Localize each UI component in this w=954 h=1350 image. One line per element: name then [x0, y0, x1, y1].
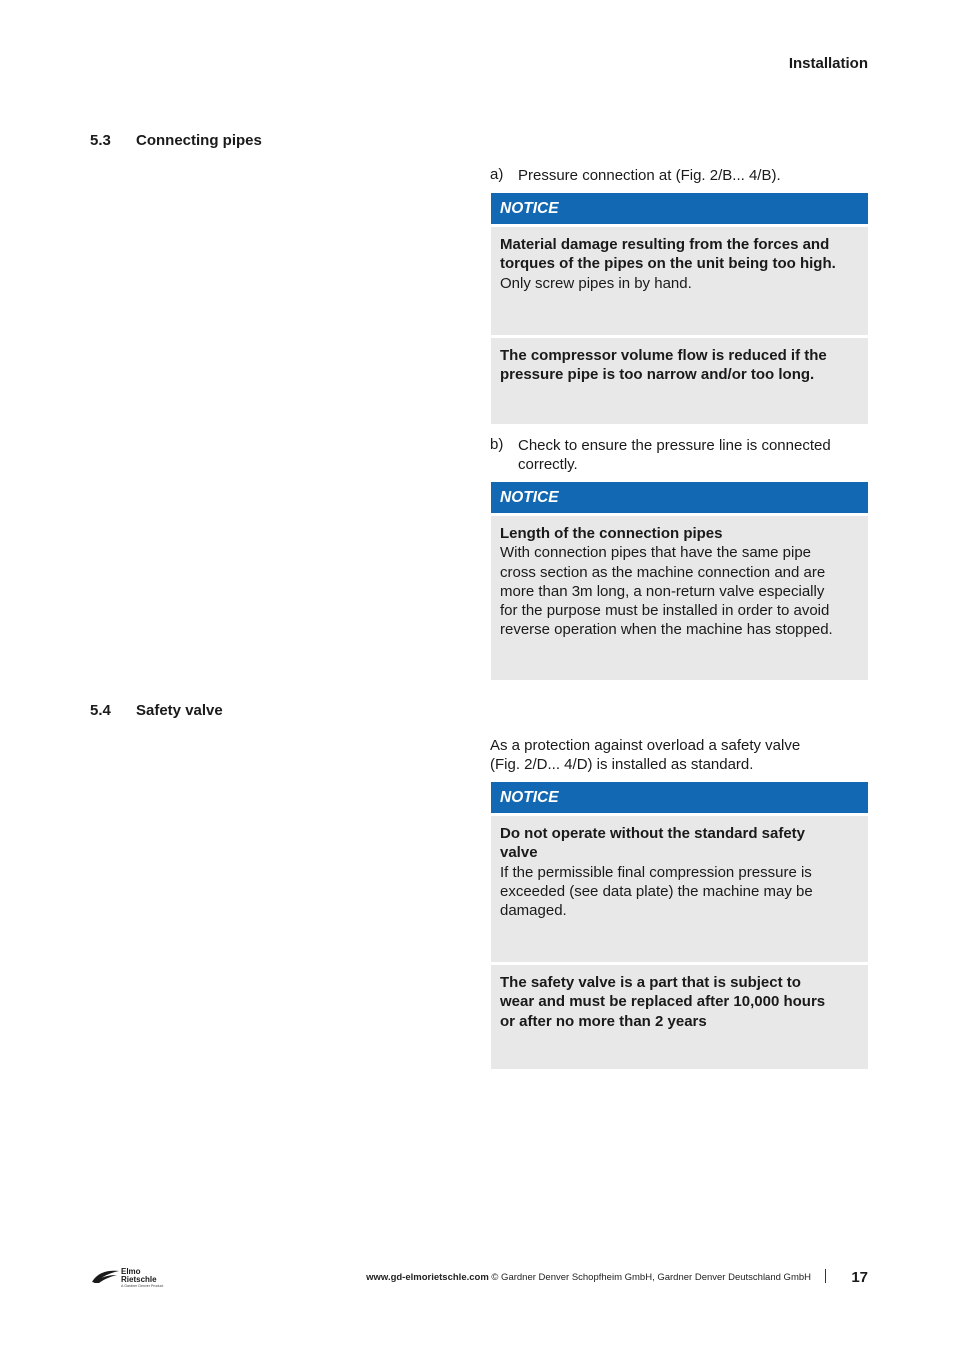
notice-box [491, 482, 868, 680]
notice-body [491, 227, 868, 335]
notice-label: NOTICE [491, 782, 868, 813]
footer-url-link[interactable]: www.gd-elmorietschle.com [366, 1272, 489, 1283]
page-number: 17 [851, 1269, 868, 1286]
logo-text: Elmo [121, 1267, 141, 1276]
notice-box [491, 193, 868, 424]
notice-body [491, 816, 868, 962]
footer-copyright-text: © Gardner Denver Schopfheim GmbH, Gardner Denver Deutschland GmbH [491, 1272, 811, 1283]
paragraph [490, 736, 800, 775]
notice-text-line: If the permissible final compression pressure is [500, 863, 812, 881]
section-number: 5.4 [90, 702, 111, 719]
list-marker: a) [490, 166, 504, 183]
notice-bold-line: Do not operate without the standard safety [500, 825, 806, 842]
list-item-text: Pressure connection at (Fig. 2/B... 4/B). [518, 167, 781, 184]
logo-tagline: A Gardner Denver Product [121, 1284, 164, 1288]
notice-text-line: more than 3m long, a non-return valve especially [500, 582, 825, 600]
notice-bold-line: pressure pipe is too narrow and/or too long. [500, 366, 815, 384]
notice-text-line: cross section as the machine connection and are [500, 563, 826, 581]
list-item-text [518, 436, 831, 475]
list-item-line: Check to ensure the pressure line is connected [518, 437, 831, 454]
logo-text: Rietschle [121, 1275, 157, 1284]
notice-bold-line: Material damage resulting from the forces and [500, 236, 830, 253]
notice-text-line: With connection pipes that have the same pipe [500, 544, 812, 562]
section-title: Connecting pipes [136, 132, 262, 149]
notice-bold-line: Length of the connection pipes [500, 525, 723, 542]
section-number: 5.3 [90, 132, 111, 149]
notice-bold-line: or after no more than 2 years [500, 1012, 707, 1030]
notice-box [491, 782, 868, 1069]
list-item-line: correctly. [518, 456, 578, 474]
paragraph-line: As a protection against overload a safety valve [490, 737, 801, 754]
section-title: Safety valve [136, 702, 223, 719]
page-header-title: Installation [788, 55, 868, 72]
list-marker: b) [490, 436, 504, 453]
footer-copyright [366, 1272, 811, 1283]
footer-divider [825, 1269, 826, 1283]
notice-bold-line: The safety valve is a part that is subject to [500, 974, 801, 991]
notice-body-secondary [491, 965, 868, 1069]
notice-text-line: exceeded (see data plate) the machine may be [500, 882, 813, 900]
notice-text-line: damaged. [500, 902, 567, 920]
notice-label: NOTICE [491, 193, 868, 224]
notice-text-line: for the purpose must be installed in order to avoid [500, 602, 830, 620]
notice-text-line: reverse operation when the machine has stopped. [500, 621, 833, 639]
notice-body [491, 516, 868, 680]
notice-bold-line: torques of the pipes on the unit being too high. [500, 255, 836, 273]
notice-label: NOTICE [491, 482, 868, 513]
notice-bold-line: The compressor volume flow is reduced if the [500, 347, 827, 364]
elmo-rietschle-logo-icon [90, 1268, 120, 1284]
paragraph-line: (Fig. 2/D... 4/D) is installed as standard. [490, 756, 754, 774]
notice-bold-line: wear and must be replaced after 10,000 hours [500, 993, 826, 1011]
notice-body-secondary [491, 338, 868, 424]
notice-bold-line: valve [500, 844, 538, 862]
notice-text-line: Only screw pipes in by hand. [500, 274, 692, 292]
